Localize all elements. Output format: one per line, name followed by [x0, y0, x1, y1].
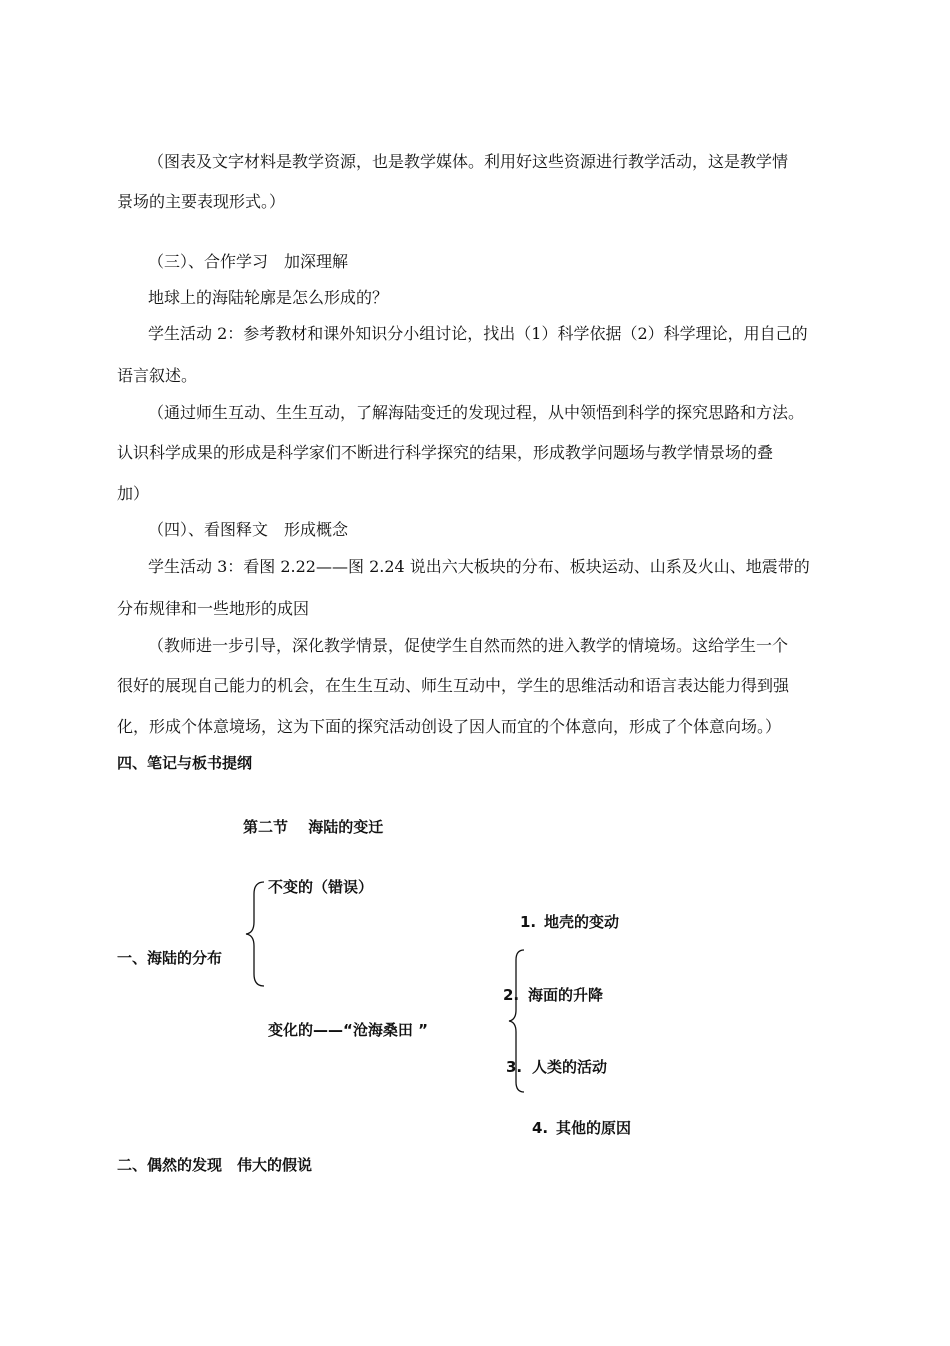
changed-label: 变化的——“沧海桑田 ”: [268, 1021, 428, 1039]
cause-number: 1.: [520, 913, 537, 931]
text-line: 语言叙述。: [117, 366, 198, 385]
text-line: 景场的主要表现形式。）: [117, 192, 286, 211]
section-3-title: （三）、合作学习 加深理解: [148, 252, 349, 271]
outline-heading: 四、笔记与板书提纲: [117, 754, 253, 772]
unchanged-label: 不变的（错误）: [268, 878, 374, 896]
text-line: 化，形成个体意境场，这为下面的探究活动创设了因人而宜的个体意向，形成了个体意向场。）: [117, 717, 782, 736]
text-line: 认识科学成果的形成是科学家们不断进行科学探究的结果，形成教学问题场与教学情景场的叠: [117, 443, 774, 462]
cause-text: 海面的升降: [528, 986, 604, 1004]
cause-text: 其他的原因: [556, 1119, 632, 1137]
text-line: 分布规律和一些地形的成因: [117, 599, 310, 618]
cause-number: 3.: [506, 1058, 523, 1076]
text-line: （图表及文字材料是教学资源，也是教学媒体。利用好这些资源进行教学活动，这是教学情: [148, 152, 789, 171]
cause-number: 4.: [532, 1119, 549, 1137]
text-line: （通过师生互动、生生互动，了解海陆变迁的发现过程，从中领悟到科学的探究思路和方法。: [148, 403, 805, 422]
text-line: 学生活动 2：参考教材和课外知识分小组讨论，找出（1）科学依据（2）科学理论，用自己的: [148, 324, 808, 343]
text-line: 很好的展现自己能力的机会，在生生互动、师生互动中，学生的思维活动和语言表达能力得到强: [117, 676, 790, 695]
cause-number: 2.: [503, 986, 520, 1004]
left-brace: [244, 880, 268, 988]
text-line: 加）: [117, 484, 150, 503]
part-2-label: 二、偶然的发现 伟大的假说: [117, 1156, 313, 1174]
outline-section-title: 第二节 海陆的变迁: [243, 818, 384, 836]
cause-text: 人类的活动: [532, 1058, 608, 1076]
section-4-title: （四）、看图释文 形成概念: [148, 520, 349, 539]
text-line: 学生活动 3：看图 2.22——图 2.24 说出六大板块的分布、板块运动、山系及火山、地震带的: [148, 557, 810, 576]
cause-text: 地壳的变动: [544, 913, 620, 931]
question-line: 地球上的海陆轮廓是怎么形成的？: [148, 288, 389, 307]
part-1-label: 一、海陆的分布: [117, 949, 223, 967]
text-line: （教师进一步引导，深化教学情景，促使学生自然而然的进入教学的情境场。这给学生一个: [148, 636, 789, 655]
